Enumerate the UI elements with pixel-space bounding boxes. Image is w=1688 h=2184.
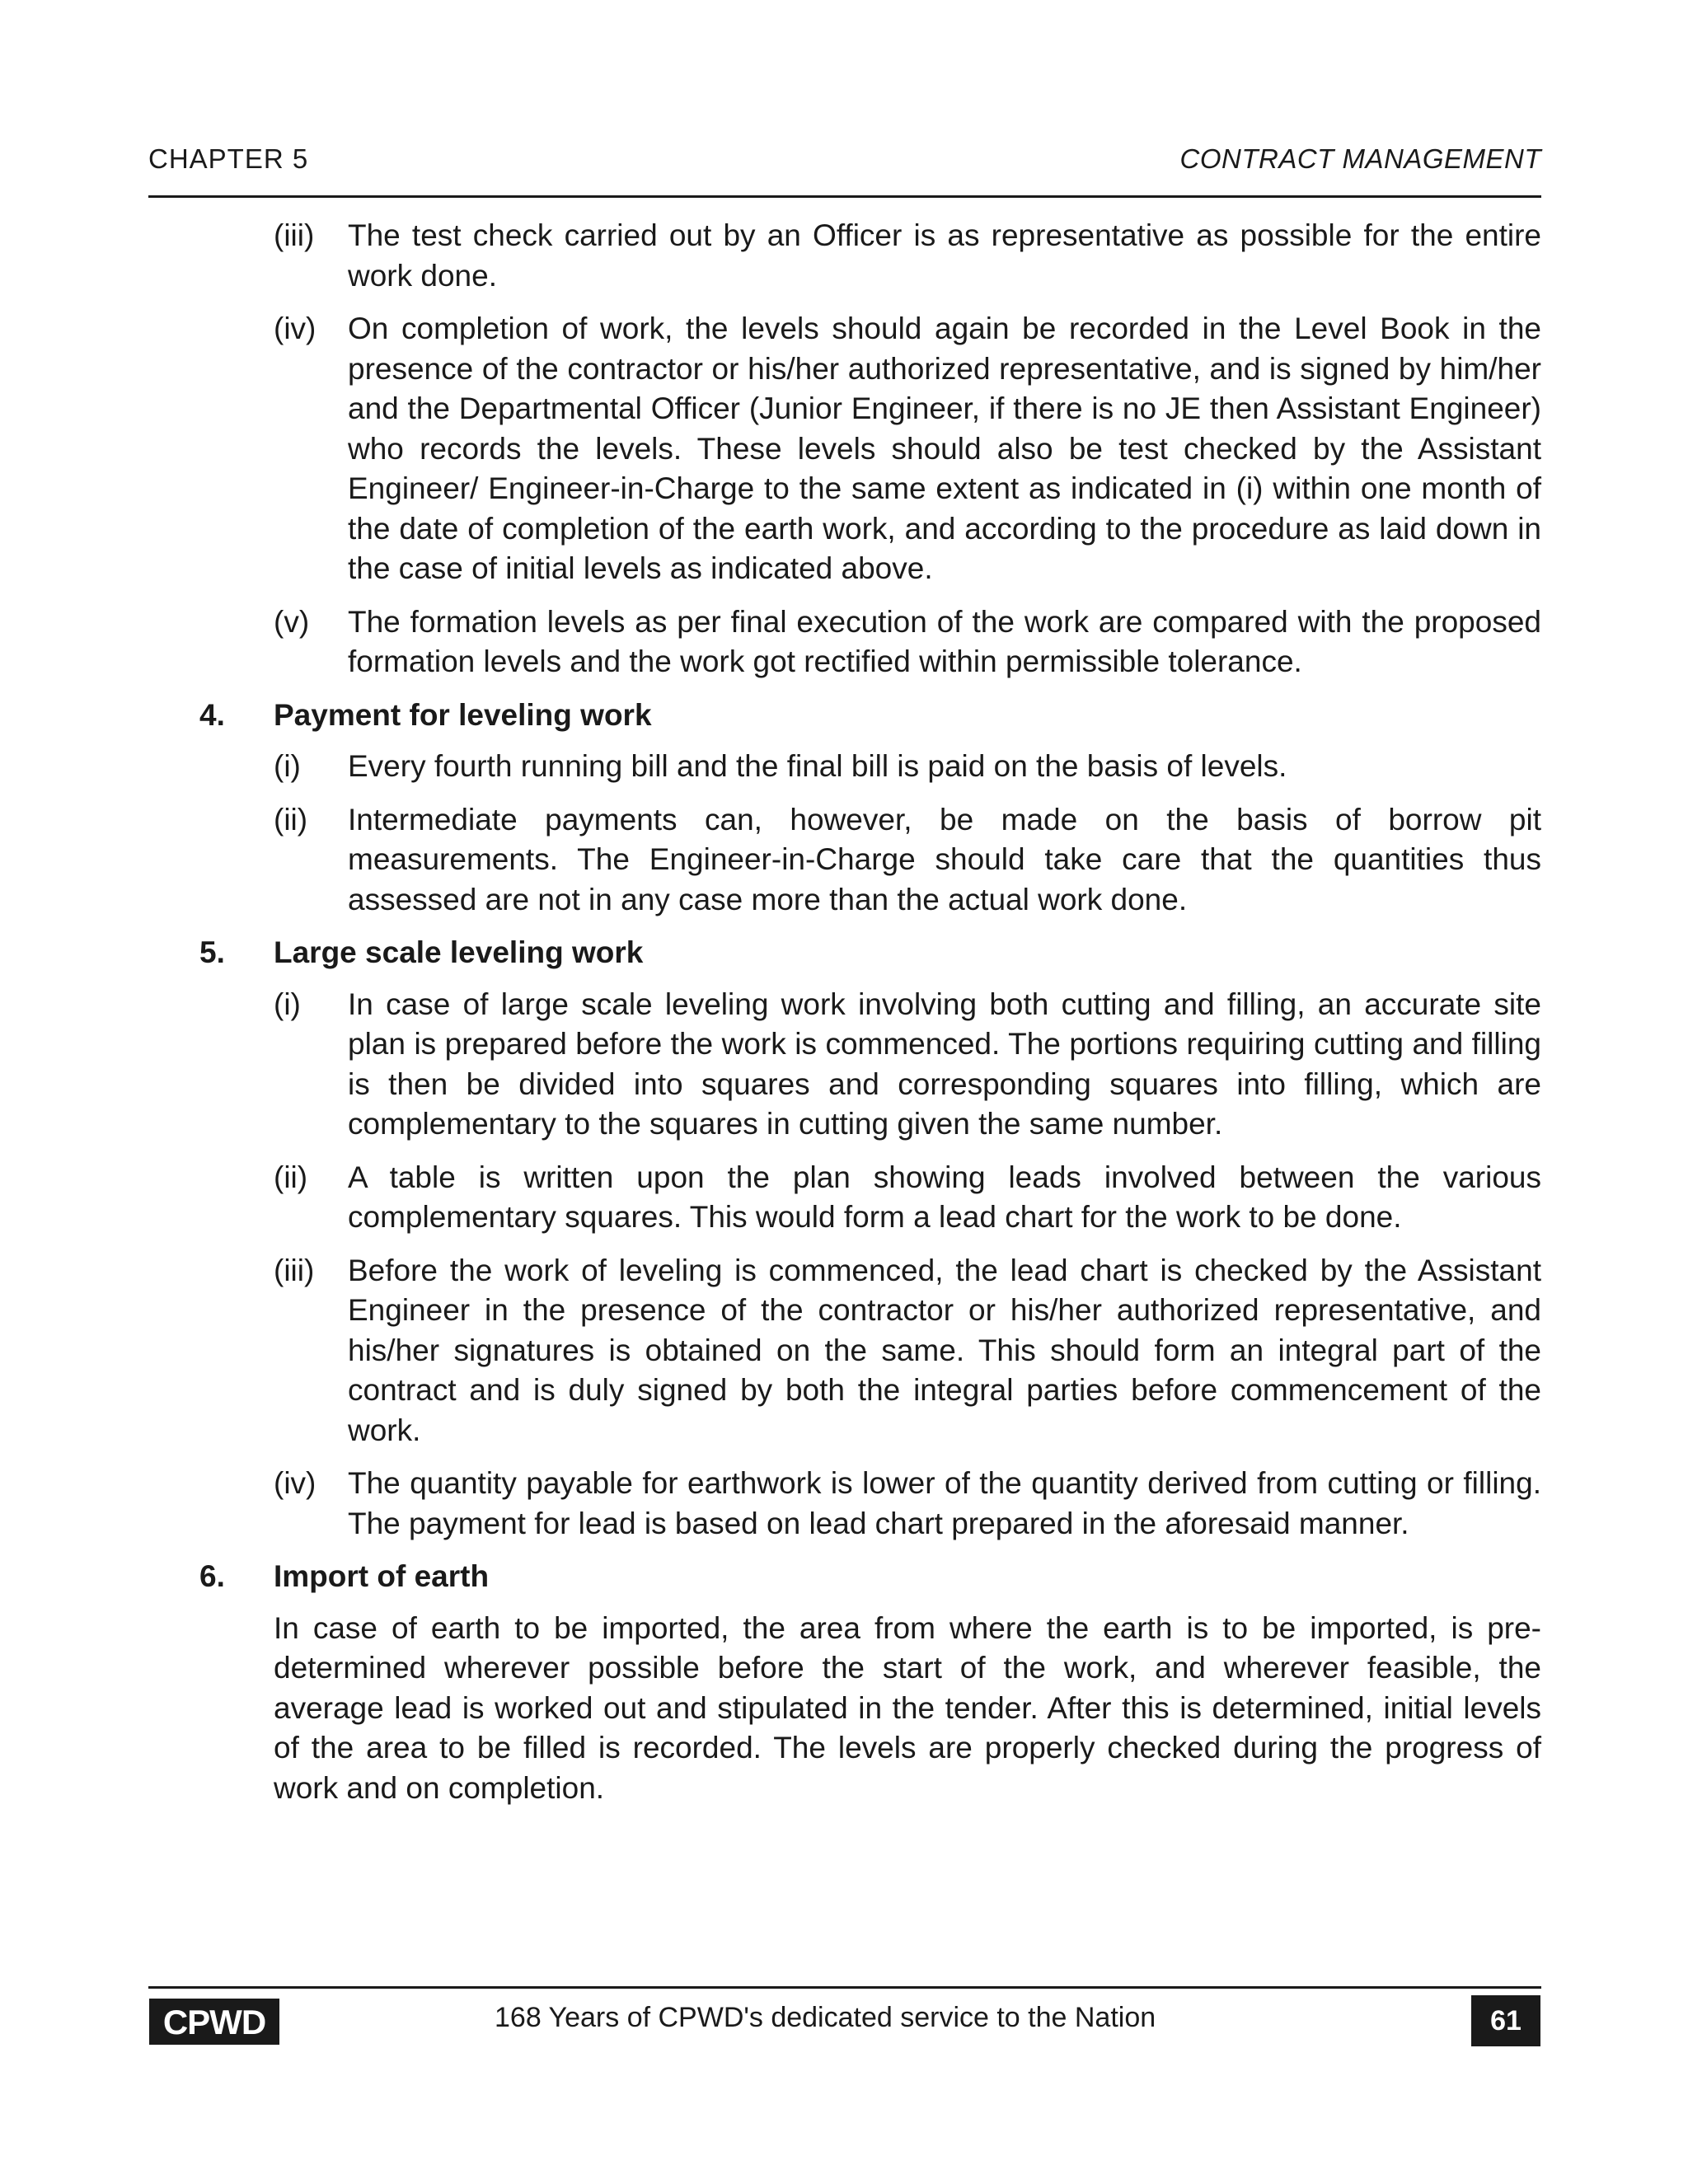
list-item xyxy=(148,1464,1541,1544)
section-heading-5 xyxy=(148,933,1541,973)
list-item-text: In case of large scale leveling work involving both cutting and filling, an accurate site plan is prepared before the work is commenced. The portions requiring cutting and filling is then be divided into squares and corresponding squares into filling, which are complementary to the squares in cutting given the same number. xyxy=(348,987,1541,1141)
list-item-number: (v) xyxy=(274,604,310,639)
logo-text: CPWD xyxy=(162,2003,266,2041)
section-number: 5. xyxy=(199,935,225,969)
list-item xyxy=(148,985,1541,1145)
list-item-text: Every fourth running bill and the final bill is paid on the basis of levels. xyxy=(348,749,1287,783)
section-paragraph: In case of earth to be imported, the area from where the earth is to be imported, is pre-determined wherever possible before the start of the work, and wherever feasible, the average lead is worked out and stipulated in the tender. After this is determined, initial levels of the area to be filled is recorded. The levels are properly checked during the progress of work and on completion. xyxy=(274,1610,1541,1805)
list-item-text: The formation levels as per final execution of the work are compared with the proposed formation levels and the work got rectified within permissible tolerance. xyxy=(348,604,1541,678)
header-divider xyxy=(148,195,1541,198)
section-heading-4 xyxy=(148,696,1541,736)
list-item-text: A table is written upon the plan showing leads involved between the various complementary squares. This would form a lead chart for the work to be done. xyxy=(348,1160,1541,1234)
section-title: Payment for leveling work xyxy=(274,697,652,732)
list-item-number: (ii) xyxy=(274,1160,308,1194)
list-item xyxy=(148,800,1541,921)
list-item-number: (ii) xyxy=(274,802,308,837)
chapter-label: CHAPTER 5 xyxy=(148,143,309,174)
list-item-text: The quantity payable for earthwork is lower of the quantity derived from cutting or filling. The payment for lead is based on lead chart prepared in the aforesaid manner. xyxy=(348,1466,1541,1540)
list-item-number: (i) xyxy=(274,987,301,1021)
section-number: 4. xyxy=(199,697,225,732)
list-item-text: Intermediate payments can, however, be made on the basis of borrow pit measurements. The Engineer-in-Charge should take care that the quantities thus assessed are not in any case more than the actual work done. xyxy=(348,802,1541,916)
list-item xyxy=(148,1251,1541,1451)
section-title: Import of earth xyxy=(274,1559,490,1593)
list-item xyxy=(148,1158,1541,1238)
list-item-number: (iii) xyxy=(274,218,315,252)
list-item-text: The test check carried out by an Officer is as representative as possible for the entire work done. xyxy=(348,218,1541,293)
section-title: Large scale leveling work xyxy=(274,935,644,969)
list-item-number: (iv) xyxy=(274,1466,316,1500)
footer-tagline: 168 Years of CPWD's dedicated service to the Nation xyxy=(495,2002,1156,2033)
list-item-number: (iv) xyxy=(274,312,316,345)
list-item xyxy=(148,216,1541,296)
list-item-number: (iii) xyxy=(274,1253,315,1287)
list-item-text: On completion of work, the levels should again be recorded in the Level Book in the presence of the contractor or his/her authorized representative, and is signed by him/her and the Departmental Officer (Junior Engineer, if there is no JE then Assistant Engineer) who records the levels. These levels should also be test checked by the Assistant Engineer/ Engineer-in-Charge to the same extent as indicated in (i) within one month of the date of completion of the earth work, and according to the procedure as laid down in the case of initial levels as indicated above. xyxy=(348,312,1541,585)
footer-divider xyxy=(148,1986,1541,1989)
list-item-number: (i) xyxy=(274,749,301,783)
section-number: 6. xyxy=(199,1559,225,1593)
page-content xyxy=(148,216,1541,1808)
page-number: 61 xyxy=(1471,1995,1540,2046)
list-item xyxy=(148,747,1541,787)
chapter-title: CONTRACT MANAGEMENT xyxy=(1179,143,1541,174)
list-item xyxy=(148,602,1541,682)
list-item-text: Before the work of leveling is commenced, the lead chart is checked by the Assistant Engineer in the presence of the contractor or his/her authorized representative, and his/her signatures is obtained on the same. This should form an integral part of the contract and is duly signed by both the integral parties before commencement of the work. xyxy=(348,1253,1541,1447)
list-item xyxy=(148,309,1541,589)
cpwd-logo xyxy=(149,1999,279,2045)
page-header xyxy=(148,143,1541,181)
section-heading-6 xyxy=(148,1557,1541,1597)
